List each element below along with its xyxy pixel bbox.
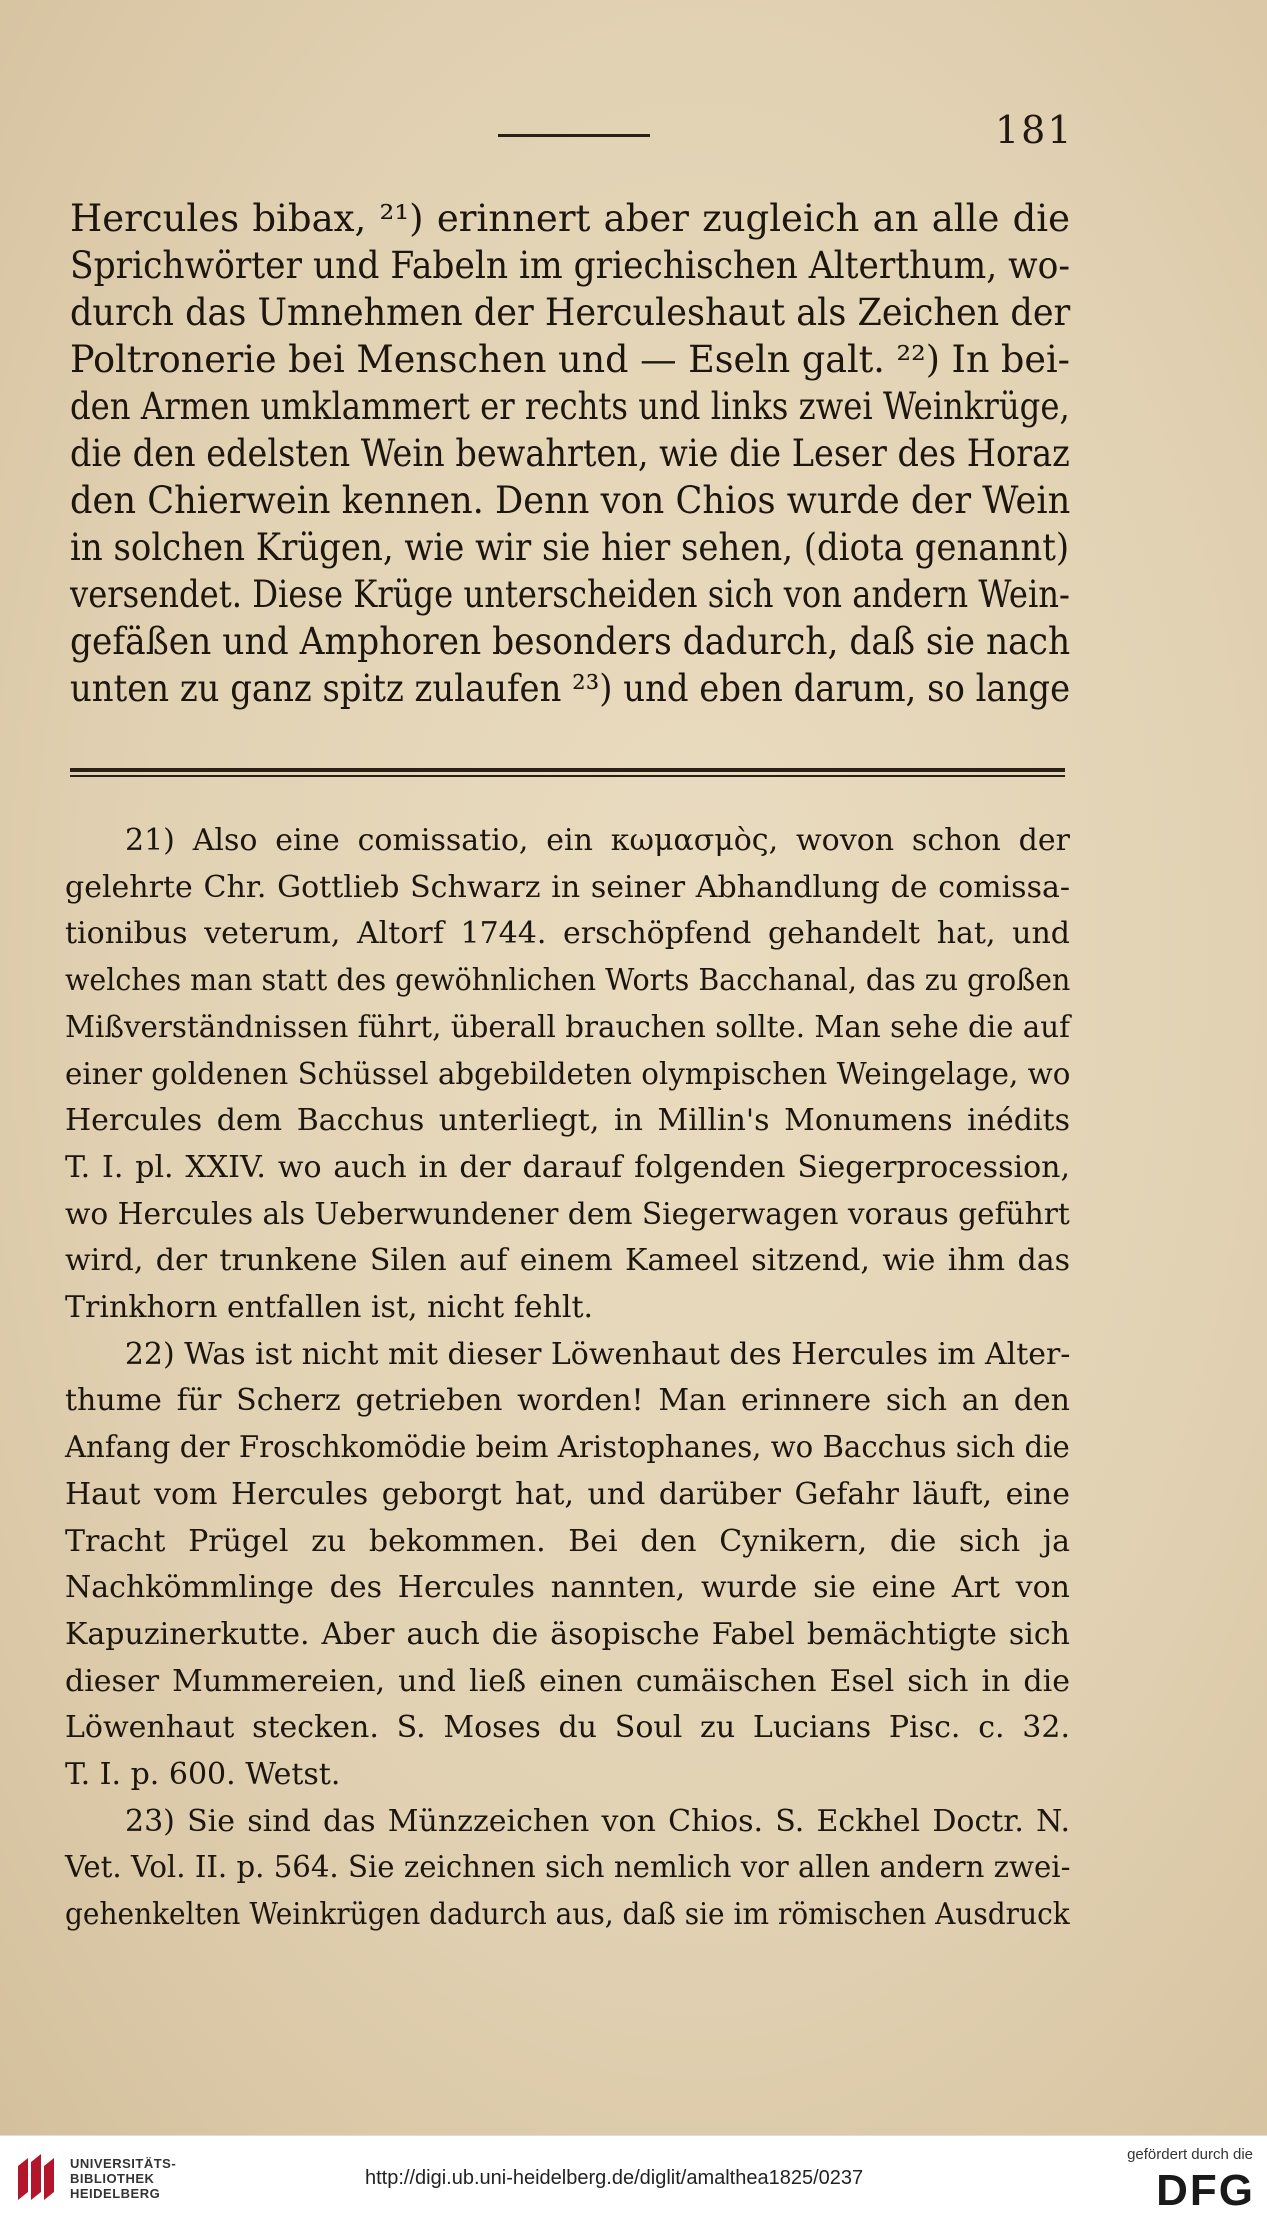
funded-by-label: gefördert durch die — [1127, 2146, 1253, 2163]
footnote-separator — [70, 768, 1065, 777]
viewer-footer — [0, 2135, 1267, 2223]
footnote-line: Anfang der Froschkomödie beim Aristophanes, wo Bacchus sich die — [65, 1430, 1070, 1466]
page-number: 181 — [995, 108, 1074, 152]
footnote-line: gehenkelten Weinkrügen dadurch aus, daß sie im römischen Ausdruck — [65, 1897, 1070, 1933]
main-text-block — [70, 195, 1070, 712]
main-text-line: die den edelsten Wein bewahrten, wie die Leser des Horaz — [70, 432, 1070, 475]
footnote-line: Nachkömmlinge des Hercules nannten, wurde sie eine Art von — [65, 1570, 1070, 1606]
footnote-line: gelehrte Chr. Gottlieb Schwarz in seiner Abhandlung de comissa- — [65, 869, 1070, 905]
footnote-line: tionibus veterum, Altorf 1744. erschöpfend gehandelt hat, und — [65, 916, 1070, 952]
main-text-line: versendet. Diese Krüge unterscheiden sich von andern Wein- — [70, 573, 1070, 616]
main-text-line: den Chierwein kennen. Denn von Chios wurde der Wein — [70, 479, 1071, 522]
main-text-line: Poltronerie bei Menschen und — Eseln galt. ²²) In bei- — [70, 338, 1071, 381]
main-text-line: Sprichwörter und Fabeln im griechischen Alterthum, wo- — [70, 244, 1070, 287]
library-name: UNIVERSITÄTS- BIBLIOTHEK HEIDELBERG — [70, 2156, 177, 2201]
footnote-line: Trinkhorn entfallen ist, nicht fehlt. — [65, 1290, 594, 1326]
footnote-line: thume für Scherz getrieben worden! Man erinnere sich an den — [65, 1383, 1070, 1419]
footnote-line: T. I. p. 600. Wetst. — [65, 1757, 341, 1793]
university-library-logo-icon — [14, 2152, 56, 2204]
footnote-line: welches man statt des gewöhnlichen Worts Bacchanal, das zu großen — [65, 963, 1071, 999]
footnote-line: wo Hercules als Ueberwundener dem Siegerwagen voraus geführt — [65, 1196, 1070, 1232]
footnote-line: Löwenhaut stecken. S. Moses du Soul zu Lucians Pisc. c. 32. — [65, 1710, 1070, 1746]
footnote-line: 23) Sie sind das Münzzeichen von Chios. S. Eckhel Doctr. N. — [125, 1803, 1070, 1839]
footnote-line: Vet. Vol. II. p. 564. Sie zeichnen sich nemlich vor allen andern zwei- — [65, 1850, 1071, 1886]
permalink-url[interactable]: http://digi.ub.uni-heidelberg.de/diglit/amalthea1825/0237 — [365, 2167, 864, 2189]
footnote-line: einer goldenen Schüssel abgebildeten olympischen Weingelage, wo — [65, 1056, 1071, 1092]
footnote-line: 21) Also eine comissatio, ein κωμασμὸς, wovon schon der — [125, 823, 1070, 858]
main-text-line: den Armen umklammert er rechts und links zwei Weinkrüge, — [70, 385, 1070, 428]
main-text-line: gefäßen und Amphoren besonders dadurch, daß sie nach — [70, 620, 1071, 663]
footnote-line: Haut vom Hercules geborgt hat, und darüber Gefahr läuft, eine — [65, 1476, 1070, 1512]
footnote-line: Kapuzinerkutte. Aber auch die äsopische Fabel bemächtigte sich — [65, 1616, 1070, 1652]
dfg-logo: DFG — [1156, 2166, 1255, 2215]
main-text-line: unten zu ganz spitz zulaufen ²³) und eben darum, so lange — [70, 667, 1071, 710]
footnote-line: 22) Was ist nicht mit dieser Löwenhaut des Hercules im Alter- — [124, 1336, 1071, 1372]
footnotes-block — [65, 818, 1070, 1939]
header-rule — [498, 134, 650, 137]
main-text-line: Hercules bibax, ²¹) erinnert aber zugleich an alle die — [70, 197, 1070, 240]
footnote-line: Mißverständnissen führt, überall brauchen sollte. Man sehe die auf — [65, 1009, 1071, 1045]
footnote-line: Hercules dem Bacchus unterliegt, in Millin's Monumens inédits — [65, 1103, 1070, 1139]
footnote-line: Tracht Prügel zu bekommen. Bei den Cynikern, die sich ja — [65, 1523, 1070, 1559]
main-text-line: in solchen Krügen, wie wir sie hier sehen, (diota genannt) — [70, 526, 1070, 569]
footnote-line: dieser Mummereien, und ließ einen cumäischen Esel sich in die — [65, 1663, 1070, 1699]
footnote-line: wird, der trunkene Silen auf einem Kameel sitzend, wie ihm das — [65, 1243, 1070, 1279]
footnote-line: T. I. pl. XXIV. wo auch in der darauf folgenden Siegerprocession, — [65, 1149, 1070, 1185]
main-text-line: durch das Umnehmen der Herculeshaut als Zeichen der — [70, 291, 1071, 334]
